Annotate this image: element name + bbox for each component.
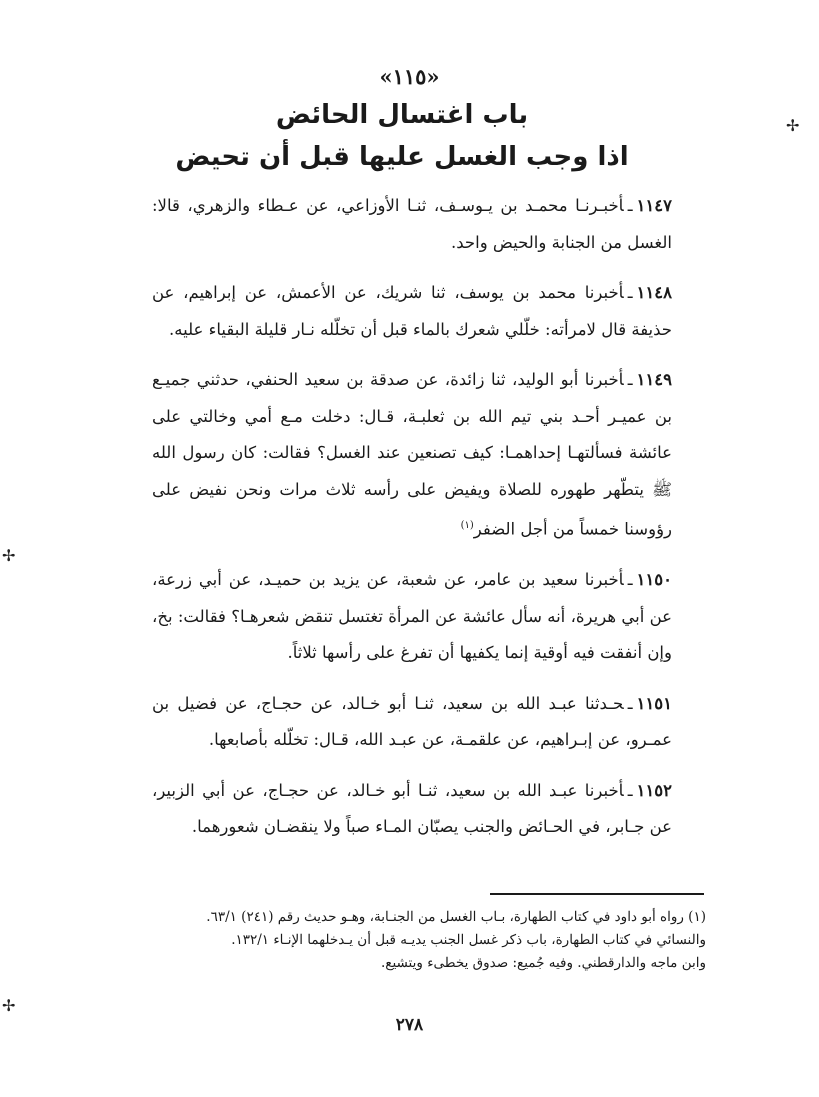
chapter-subtitle: اذا وجب الغسل عليها قبل أن تحيض bbox=[175, 142, 629, 172]
footnote-line: (١) رواه أبو داود في كتاب الطهارة، بـاب الغسل من الجنـابة، وهـو حديث رقم (٢٤١) ٦٣/١. bbox=[206, 909, 706, 925]
hadith-1148: ١١٤٨ـأخبرنا محمد بن يوسف، ثنا شريك، عن الأعمش، عن إبراهيم، عن حذيفة قال لامرأته: خلّلي شعرك بالماء قبل أن تخلّله نـار قليلة البقياء عليه. bbox=[152, 283, 672, 339]
chapter-title: باب اغتسال الحائض bbox=[275, 100, 529, 130]
hadith-text: أخبرنا عبـد الله بن سعيد، ثنـا أبو خـالد، عن حجـاج، عن أبي الزبير، عن جـابر، في الحـائض والجنب يصبّان المـاء صباً ولا ينقضـان شعورهما. bbox=[152, 780, 672, 836]
hadith-number: ١١٤٧ bbox=[636, 196, 672, 215]
hadith-text: حـدثنا عبـد الله بن سعيد، ثنـا أبو خـالد، عن حجـاج، عن فضيل بن عمـرو، عن إبـراهيم، عن علقمـة، عن عبـد الله، قـال: تخلّله بأصابعها. bbox=[152, 693, 672, 749]
hadith-number: ١١٥٢ bbox=[636, 780, 672, 800]
footnote-line: وابن ماجه والدارقطني. وفيه جُميع: صدوق يخطىء ويتشيع. bbox=[380, 955, 706, 971]
hadith-number: ١١٥١ bbox=[636, 693, 672, 713]
hadith-1152: ١١٥٢ـأخبرنا عبـد الله بن سعيد، ثنـا أبو خـالد، عن حجـاج، عن أبي الزبير، عن جـابر، في الحـائض والجنب يصبّان المـاء صباً ولا ينقضـان شعورهما. bbox=[152, 780, 672, 836]
hadith-1149: ١١٤٩ـأخبرنا أبو الوليد، ثنا زائدة، عن صدقة بن سعيد الحنفي، حدثني جميـع بن عميـر أحـد بني تيم الله بن ثعلبـة، قـال: دخلت مـع أمي وخالتي على عائشة فسألتهـا إحداهمـا: كيف تصنعين عند الغسل؟ فقالت: كان رسول الله ﷺ يتطّهر طهوره للصلاة ويفيض على رأسه ثلاث مرات ونحن نفيض على رؤوسنا خمساً من أجل الضفر$^{(١)}$ bbox=[152, 370, 673, 539]
hadith-1150: ١١٥٠ـأخبرنا سعيد بن عامر، عن شعبة، عن يزيد بن حميـد، عن أبي زرعة، عن أبي هريرة، أنه سأل عائشة عن المرأة تغتسل تنقض شعرهـا؟ فقالت: بخ، وإن أنفقت فيه أوقية إنما يكفيها أن تفرغ على رأسها ثلاثاً. bbox=[152, 570, 672, 662]
footnote-line: والنسائي في كتاب الطهارة، باب ذكر غسل الجنب يديـه قبل أن يـدخلهما الإنـاء ١٣٢/١. bbox=[231, 932, 706, 948]
hadith-1151: ١١٥١ـحـدثنا عبـد الله بن سعيد، ثنـا أبو خـالد، عن حجـاج، عن فضيل بن عمـرو، عن إبـراهيم، عن علقمـة، عن عبـد الله، قـال: تخلّله بأصابعها. bbox=[152, 693, 672, 749]
hadith-list bbox=[152, 188, 672, 860]
margin-mark-icon: ✢ bbox=[786, 116, 800, 135]
hadith-text: أخبـرنـا محمـد بن يـوسـف، ثنـا الأوزاعي، عن عـطاء والزهري، قالا: الغسل من الجنابة والحيض واحد. bbox=[152, 196, 672, 252]
page-number: ٢٧٨ bbox=[395, 1015, 424, 1035]
hadith-1147: ١١٤٧ـأخبـرنـا محمـد بن يـوسـف، ثنـا الأوزاعي، عن عـطاء والزهري، قالا: الغسل من الجنابة والحيض واحد. bbox=[152, 196, 672, 252]
hadith-text: أخبرنا محمد بن يوسف، ثنا شريك، عن الأعمش، عن إبراهيم، عن حذيفة قال لامرأته: خلّلي شعرك بالماء قبل أن تخلّله نـار قليلة البقياء عليه. bbox=[152, 283, 672, 339]
footnote-ref: (١) bbox=[460, 520, 474, 531]
hadith-text: أخبرنا أبو الوليد، ثنا زائدة، عن صدقة بن سعيد الحنفي، حدثني جميـع بن عميـر أحـد بني تيم الله بن ثعلبـة، قـال: دخلت مـع أمي وخالتي على عائشة فسألتهـا إحداهمـا: كيف تصنعين عند الغسل؟ فقالت: كان رسول الله ﷺ يتطّهر طهوره للصلاة ويفيض على رأسه ثلاث مرات ونحن نفيض على رؤوسنا خمساً من أجل الضفر bbox=[152, 370, 673, 539]
hadith-number: ١١٥٠ bbox=[636, 570, 672, 589]
hadith-number: ١١٤٩ bbox=[636, 370, 672, 389]
footnotes bbox=[150, 906, 706, 975]
hadith-number: ١١٤٨ bbox=[636, 283, 672, 302]
margin-mark-icon: ✢ bbox=[2, 546, 16, 565]
margin-mark-icon: ✢ bbox=[2, 996, 16, 1015]
footnote-divider bbox=[490, 893, 704, 895]
hadith-text: أخبرنا سعيد بن عامر، عن شعبة، عن يزيد بن حميـد، عن أبي زرعة، عن أبي هريرة، أنه سأل عائشة عن المرأة تغتسل تنقض شعرهـا؟ فقالت: بخ، وإن أنفقت فيه أوقية إنما يكفيها أن تفرغ على رأسها ثلاثاً. bbox=[152, 570, 672, 662]
section-number: «١١٥» bbox=[379, 64, 440, 89]
